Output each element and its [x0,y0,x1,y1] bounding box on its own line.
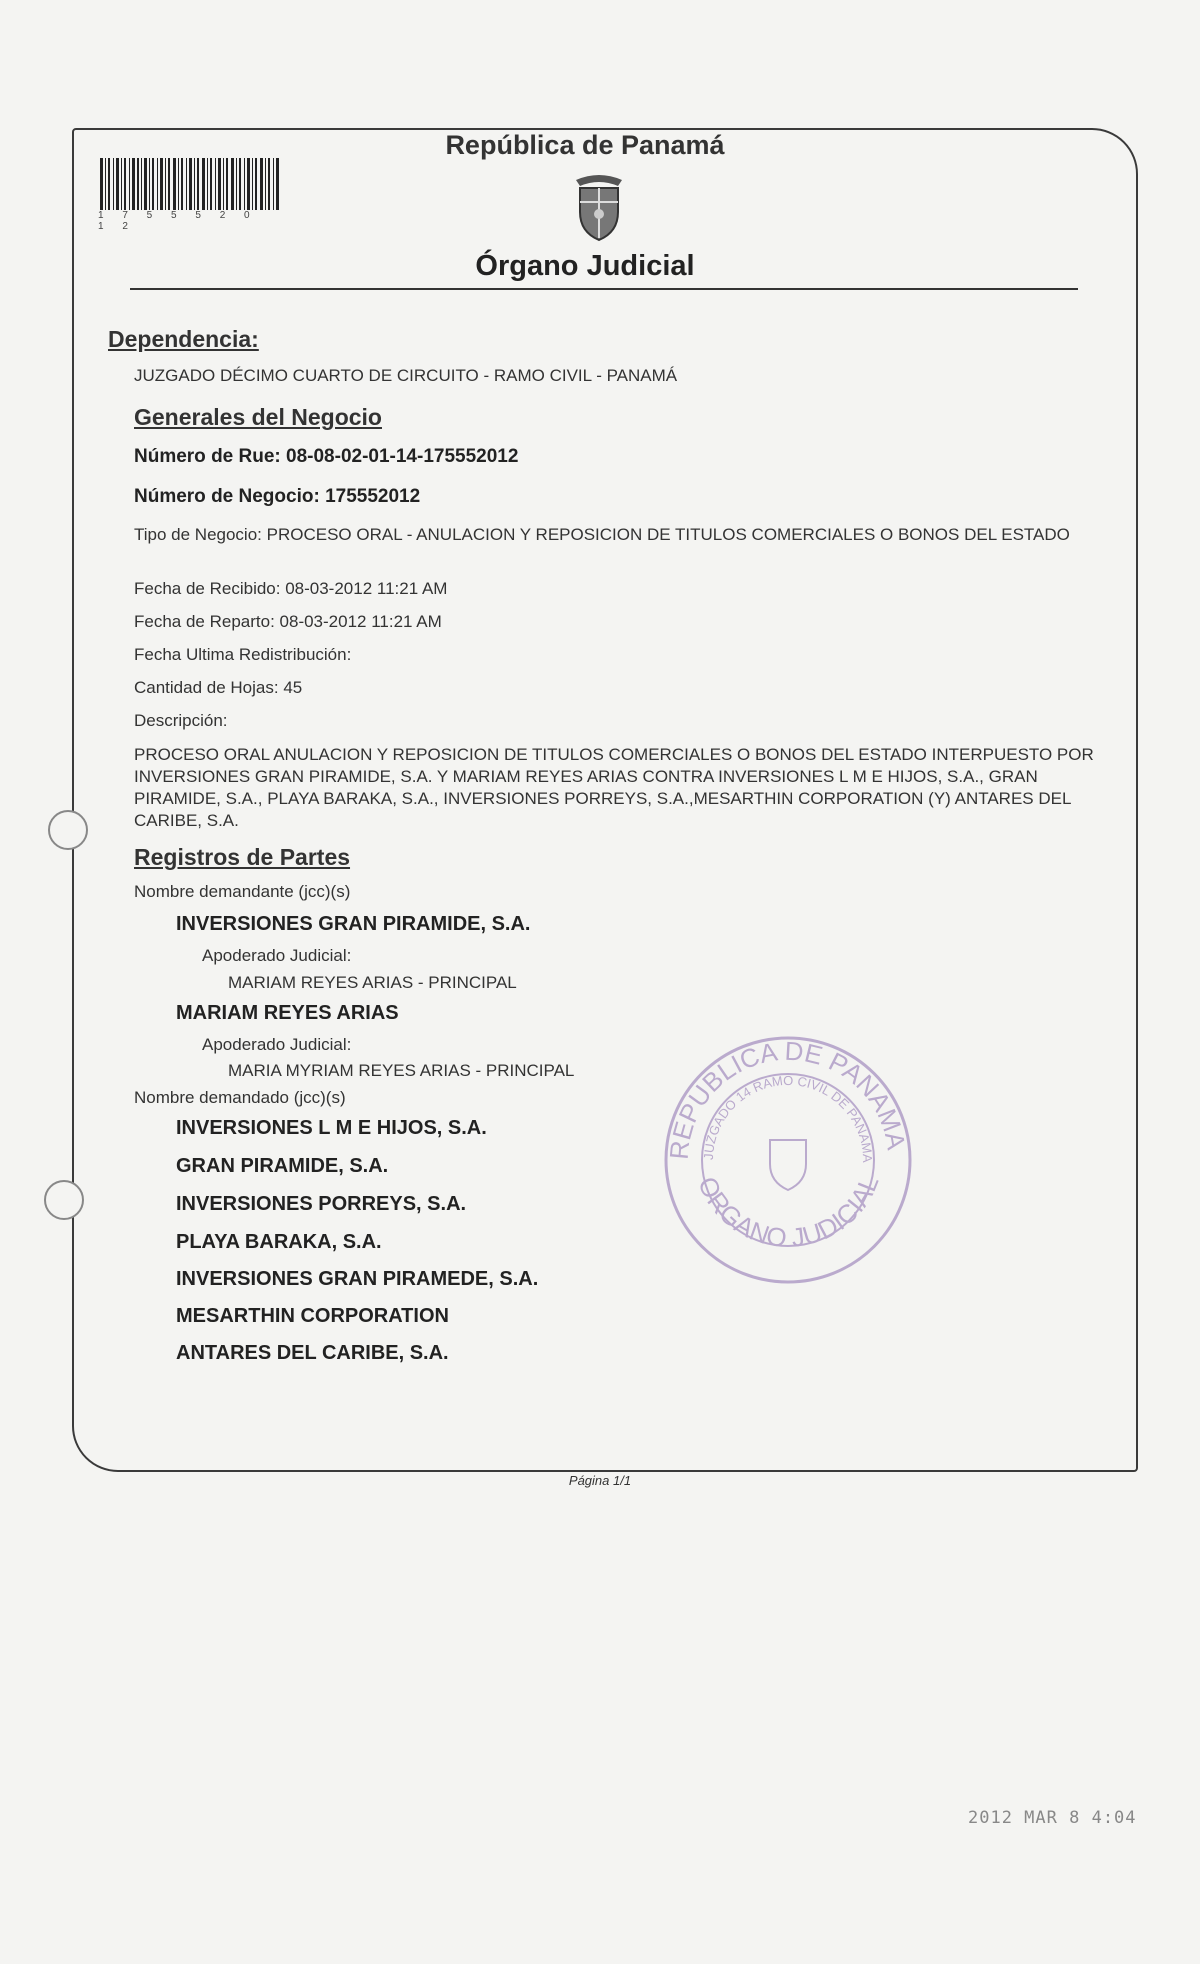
dependencia-heading: Dependencia: [108,326,259,352]
fecha-redistribucion: Fecha Ultima Redistribución: [134,645,352,664]
partes-heading: Registros de Partes [134,844,351,870]
barcode-icon [98,158,280,210]
received-date-stamp: 2012 MAR 8 4:04 [968,1808,1137,1828]
demandado-name: INVERSIONES GRAN PIRAMEDE, S.A. [176,1268,539,1290]
court-seal-stamp [658,1032,918,1288]
punch-hole-bottom [44,1180,84,1220]
demandante-name: MARIAM REYES ARIAS [176,1002,399,1024]
svg-text:REPUBLICA DE PANAMA: REPUBLICA DE PANAMA [663,1035,912,1161]
demandado-name: PLAYA BARAKA, S.A. [176,1231,382,1253]
demandado-name: INVERSIONES PORREYS, S.A. [176,1193,467,1215]
barcode-number: 1 7 5 5 5 2 0 1 2 [98,210,258,232]
svg-text:ORGANO JUDICIAL: ORGANO JUDICIAL [692,1171,885,1254]
descripcion-label: Descripción: [134,711,228,730]
republic-title: República de Panamá [445,130,725,160]
tipo-negocio: Tipo de Negocio: PROCESO ORAL - ANULACION Y REPOSICION DE TITULOS COMERCIALES O BONOS DEL ESTADO [134,525,1070,544]
demandado-label: Nombre demandado (jcc)(s) [134,1088,346,1107]
coat-of-arms-icon [568,172,630,244]
negocio-number: Número de Negocio: 175552012 [134,486,421,507]
demandante-label: Nombre demandante (jcc)(s) [134,882,351,901]
apoderado-name: MARIA MYRIAM REYES ARIAS - PRINCIPAL [228,1061,575,1080]
apoderado-label: Apoderado Judicial: [202,946,352,965]
dependencia-value: JUZGADO DÉCIMO CUARTO DE CIRCUITO - RAMO CIVIL - PANAMÁ [134,366,678,385]
apoderado-label: Apoderado Judicial: [202,1035,352,1054]
demandado-name: ANTARES DEL CARIBE, S.A. [176,1342,449,1364]
demandado-name: GRAN PIRAMIDE, S.A. [176,1155,389,1177]
fecha-reparto: Fecha de Reparto: 08-03-2012 11:21 AM [134,612,442,631]
apoderado-name: MARIAM REYES ARIAS - PRINCIPAL [228,973,517,992]
cantidad-hojas: Cantidad de Hojas: 45 [134,678,303,697]
fecha-recibido: Fecha de Recibido: 08-03-2012 11:21 AM [134,579,448,598]
generales-heading: Generales del Negocio [134,404,382,430]
svg-text:JUZGADO 14 RAMO CIVIL DE PANAM: JUZGADO 14 RAMO CIVIL DE PANAMA [700,1072,876,1163]
header-rule [130,288,1078,290]
organ-title: Órgano Judicial [475,250,695,282]
descripcion-text: PROCESO ORAL ANULACION Y REPOSICION DE TITULOS COMERCIALES O BONOS DEL ESTADO INTERPUESTO POR INVERSIONES GRAN PIRAMIDE, S.A. Y MARIAM REYES ARIAS CONTRA INVERSIONES L M E HIJOS, S.A., GRAN PIRAMIDE, S.A., PLAYA BARAKA, S.A., INVERSIONES PORREYS, S.A.,MESARTHIN CORPORATION (Y) ANTARES DEL CARIBE, S.A. [134,745,1094,830]
page-number: Página 1/1 [568,1473,632,1488]
punch-hole-top [48,810,88,850]
demandado-name: MESARTHIN CORPORATION [176,1305,449,1327]
demandante-name: INVERSIONES GRAN PIRAMIDE, S.A. [176,913,531,935]
rue-number: Número de Rue: 08-08-02-01-14-175552012 [134,446,519,467]
demandado-name: INVERSIONES L M E HIJOS, S.A. [176,1117,487,1139]
